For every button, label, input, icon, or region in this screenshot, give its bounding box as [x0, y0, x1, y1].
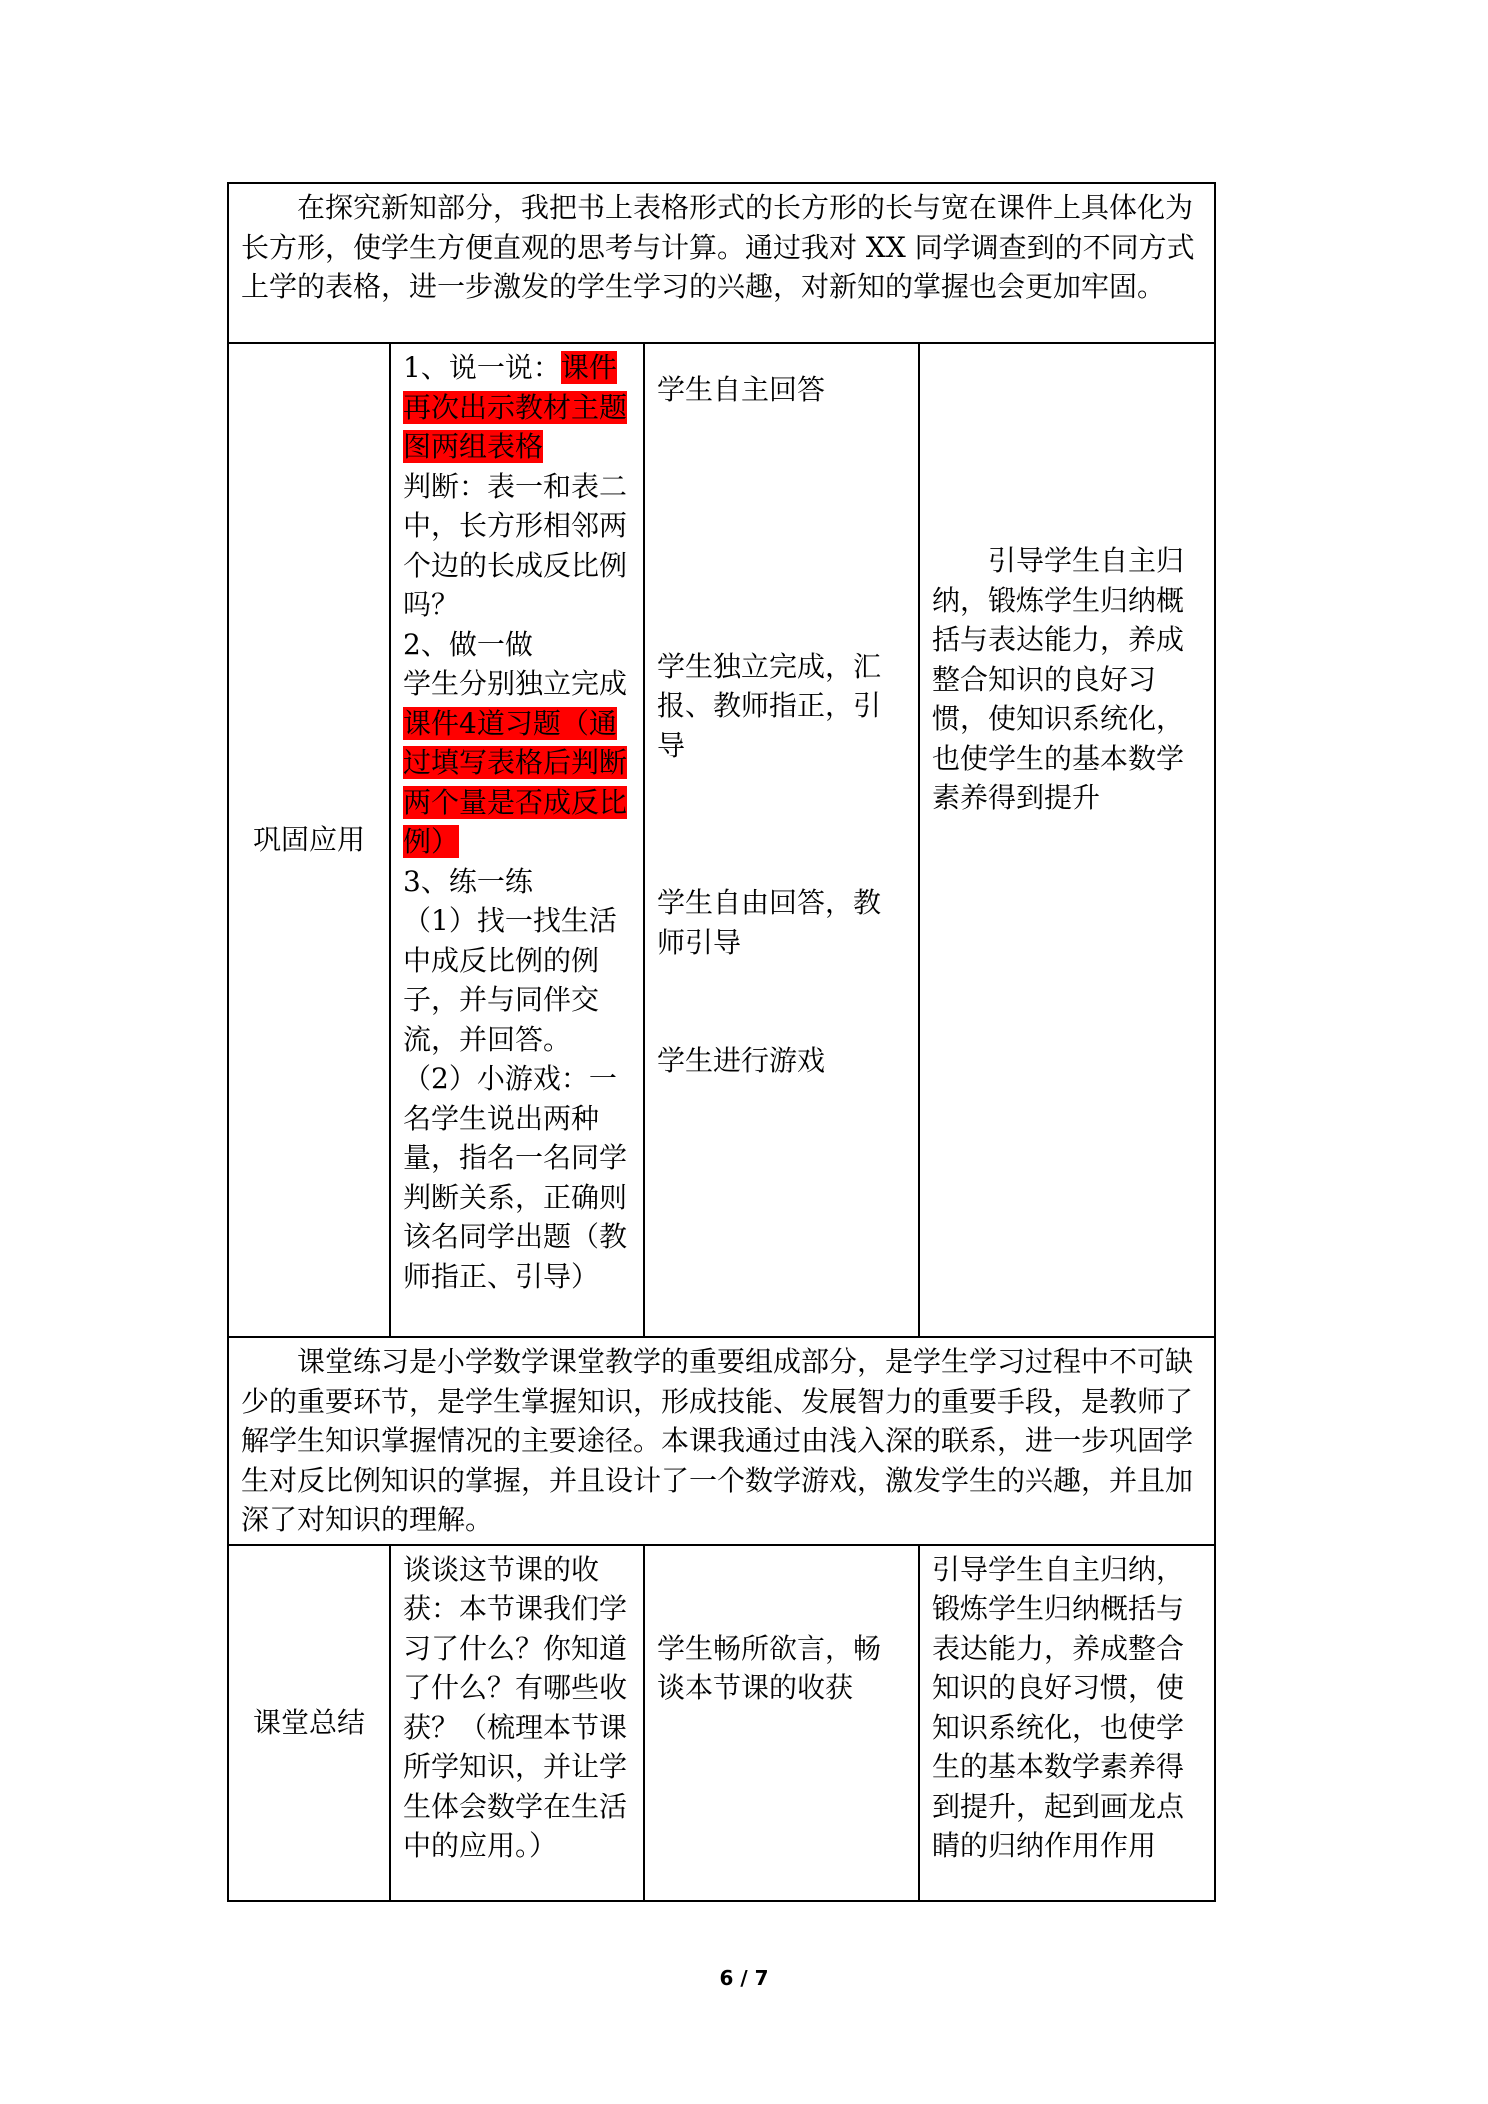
student-response-summary: 学生畅所欲言，畅谈本节课的收获	[657, 1631, 882, 1704]
step-3-title: 3、练一练	[403, 864, 533, 898]
consolidation-row	[228, 343, 1215, 1337]
design-intent-consolidation	[919, 343, 1215, 1337]
intro-row	[228, 183, 1215, 343]
stage-label-consolidation: 巩固应用	[228, 343, 390, 1337]
student-response-2: 学生独立完成，汇报、教师指正，引导	[657, 649, 882, 762]
step-2	[403, 664, 631, 862]
intro-paragraph: 在探究新知部分，我把书上表格形式的长方形的长与宽在课件上具体化为长方形，使学生方便直观的思考与计算。通过我对 XX 同学调查到的不同方式上学的表格，进一步激发的学生学习的兴趣，对新知的掌握也会更加牢固。	[228, 183, 1215, 343]
student-response-1: 学生自主回答	[657, 373, 826, 406]
student-response-3: 学生自由回答，教师引导	[657, 886, 882, 959]
practice-row	[228, 1337, 1215, 1545]
stage-label-summary: 课堂总结	[228, 1545, 390, 1901]
step-2-highlight: 课件4道习题（通过填写表格后判断两个量是否成反比例）	[403, 706, 628, 858]
summary-row	[228, 1545, 1215, 1901]
step-1-text: 判断：表一和表二中，长方形相邻两个边的长成反比例吗？	[403, 469, 628, 621]
teacher-activity-summary: 谈谈这节课的收获：本节课我们学习了什么？你知道了什么？有哪些收获？（梳理本节课所学知识，并让学生体会数学在生活中的应用。）	[390, 1545, 644, 1901]
step-1	[403, 348, 631, 467]
student-activity-summary	[644, 1545, 919, 1901]
design-intent-text-consolidation: 引导学生自主归纳，锻炼学生归纳概括与表达能力，养成整合知识的良好习惯，使知识系统化，也使学生的基本数学素养得到提升	[932, 544, 1185, 814]
page-number: 6 / 7	[719, 1966, 769, 1990]
step-3-item-2: （2）小游戏：一名学生说出两种量，指名一名同学判断关系，正确则该名同学出题（教师指正、引导）	[403, 1062, 628, 1293]
step-1-highlight: 课件再次出示教材主题图两组表格	[403, 351, 628, 463]
step-2-title: 2、做一做	[403, 627, 533, 661]
practice-paragraph: 课堂练习是小学数学课堂教学的重要组成部分，是学生学习过程中不可缺少的重要环节，是学生掌握知识，形成技能、发展智力的重要手段，是教师了解学生知识掌握情况的主要途径。本课我通过由浅入深的联系，进一步巩固学生对反比例知识的掌握，并且设计了一个数学游戏，激发学生的兴趣，并且加深了对知识的理解。	[228, 1337, 1215, 1545]
step-2-prefix: 学生分别独立完成	[403, 667, 628, 700]
step-3-item-1: （1）找一找生活中成反比例的例子，并与同伴交流，并回答。	[403, 904, 617, 1056]
lesson-plan-table	[227, 182, 1216, 1902]
step-1-title: 1、说一说：	[403, 351, 561, 384]
student-response-4: 学生进行游戏	[657, 1044, 826, 1077]
student-activity-consolidation	[644, 343, 919, 1337]
teacher-activity-consolidation	[390, 343, 644, 1337]
design-intent-summary: 引导学生自主归纳，锻炼学生归纳概括与表达能力，养成整合知识的良好习惯，使知识系统化，也使学生的基本数学素养得到提升，起到画龙点睛的归纳作用作用	[919, 1545, 1215, 1901]
